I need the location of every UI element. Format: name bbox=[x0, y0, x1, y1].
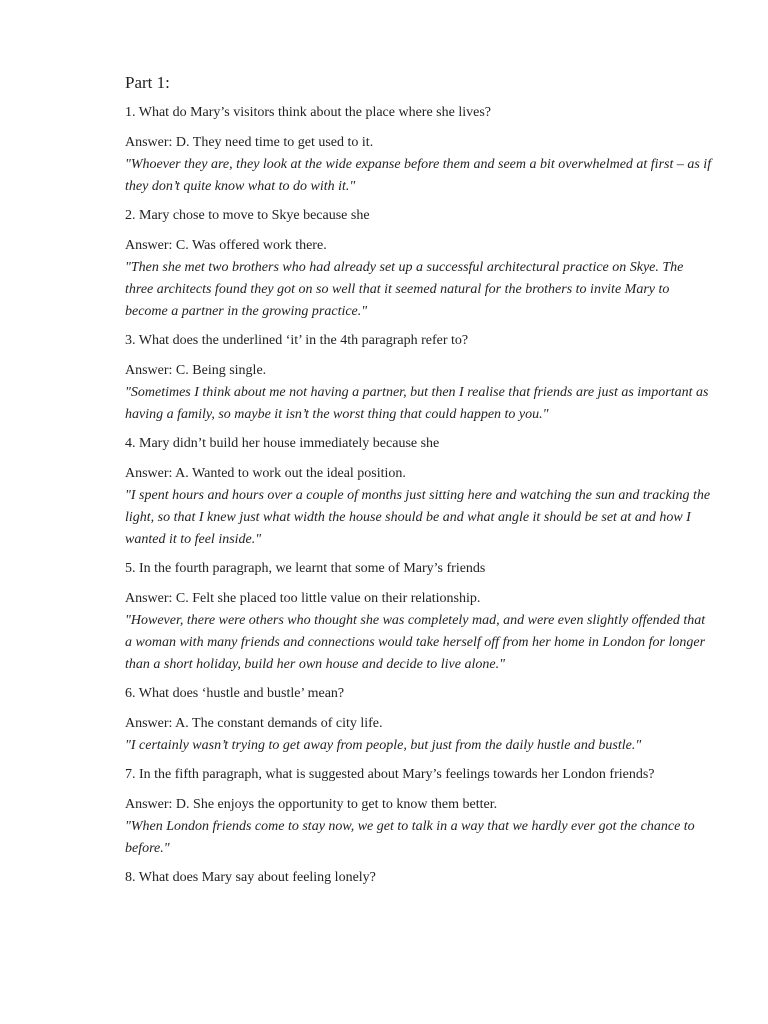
qa-item-1 bbox=[125, 103, 715, 198]
question-6: 6. What does ‘hustle and bustle’ mean? bbox=[125, 686, 345, 701]
question-4: 4. Mary didn’t build her house immediately because she bbox=[125, 436, 440, 451]
qa-item-6 bbox=[125, 684, 715, 757]
qa-item-2 bbox=[125, 206, 715, 323]
qa-item-7 bbox=[125, 765, 715, 860]
answer-4: Answer: A. Wanted to work out the ideal position. bbox=[125, 466, 406, 481]
question-1: 1. What do Mary’s visitors think about the place where she lives? bbox=[125, 105, 491, 120]
qa-item-4 bbox=[125, 434, 715, 551]
quote-6: "I certainly wasn’t trying to get away from people, but just from the daily hustle and bustle." bbox=[125, 738, 642, 753]
quote-2: "Then she met two brothers who had already set up a successful architectural practice on Skye. The three architects found they got on so well that it seemed natural for the brothers to invite Mary to become a partner in the growing practice." bbox=[125, 260, 684, 319]
quote-5: "However, there were others who thought she was completely mad, and were even slightly offended that a woman with many friends and connections would take herself off from her home in London for longer than a short holiday, build her own house and decide to live alone." bbox=[125, 613, 706, 672]
quote-1: "Whoever they are, they look at the wide expanse before them and seem a bit overwhelmed at first – as if they don’t quite know what to do with it." bbox=[125, 157, 712, 194]
answer-2: Answer: C. Was offered work there. bbox=[125, 238, 327, 253]
question-3: 3. What does the underlined ‘it’ in the 4th paragraph refer to? bbox=[125, 333, 469, 348]
document-page bbox=[125, 72, 715, 898]
answer-7: Answer: D. She enjoys the opportunity to get to know them better. bbox=[125, 797, 498, 812]
question-2: 2. Mary chose to move to Skye because she bbox=[125, 208, 370, 223]
part-title: Part 1: bbox=[125, 73, 170, 92]
answer-6: Answer: A. The constant demands of city life. bbox=[125, 716, 383, 731]
qa-item-8 bbox=[125, 868, 715, 888]
quote-7: "When London friends come to stay now, we get to talk in a way that we hardly ever got the chance to before." bbox=[125, 819, 695, 856]
quote-3: "Sometimes I think about me not having a partner, but then I realise that friends are just as important as having a family, so maybe it isn’t the worst thing that could happen to you." bbox=[125, 385, 709, 422]
qa-item-5 bbox=[125, 559, 715, 676]
answer-5: Answer: C. Felt she placed too little value on their relationship. bbox=[125, 591, 481, 606]
answer-3: Answer: C. Being single. bbox=[125, 363, 267, 378]
question-5: 5. In the fourth paragraph, we learnt that some of Mary’s friends bbox=[125, 561, 486, 576]
question-8: 8. What does Mary say about feeling lonely? bbox=[125, 870, 376, 885]
answer-1: Answer: D. They need time to get used to it. bbox=[125, 135, 374, 150]
qa-item-3 bbox=[125, 331, 715, 426]
quote-4: "I spent hours and hours over a couple of months just sitting here and watching the sun and tracking the light, so that I knew just what width the house should be and what angle it should be set at and how I wanted it to feel inside." bbox=[125, 488, 711, 547]
question-7: 7. In the fifth paragraph, what is suggested about Mary’s feelings towards her London friends? bbox=[125, 767, 655, 782]
